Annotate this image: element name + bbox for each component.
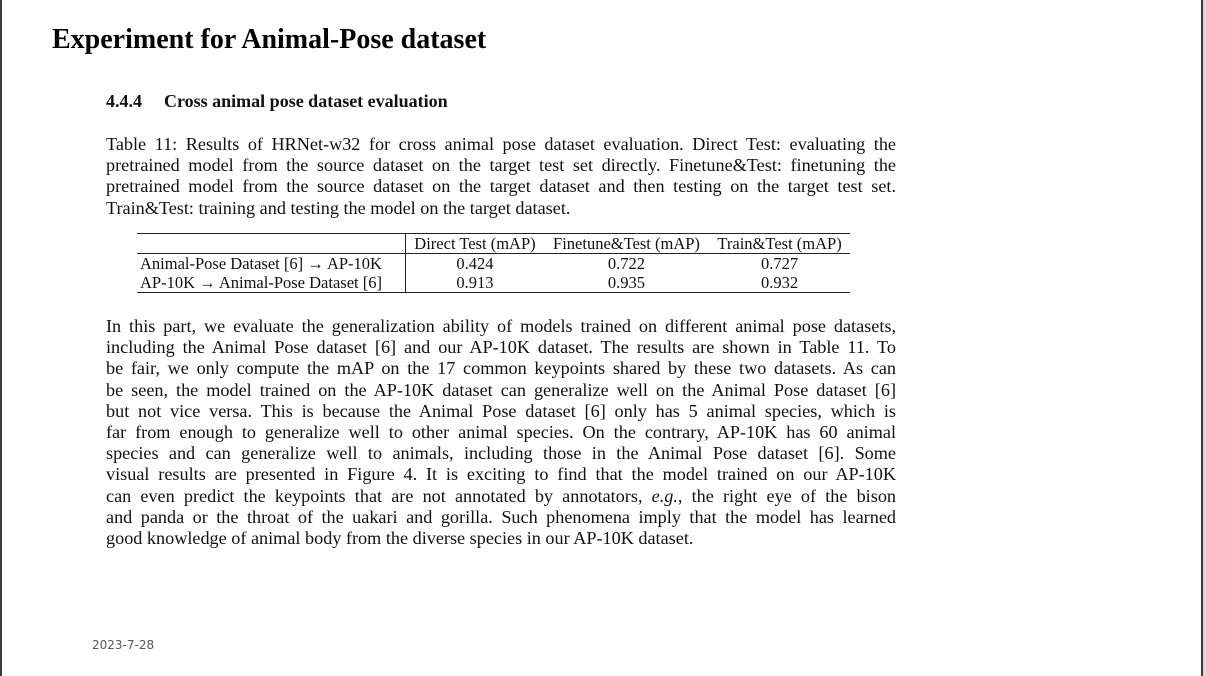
paragraph-line: including the Animal Pose dataset [6] and our AP-10K dataset. The results are shown in Table 11. To xyxy=(106,337,896,358)
paragraph-line: good knowledge of animal body from the diverse species in our AP-10K dataset. xyxy=(106,528,694,549)
table-row-label: AP-10K → Animal-Pose Dataset [6] xyxy=(137,273,406,293)
page-title: Experiment for Animal-Pose dataset xyxy=(52,24,487,55)
paragraph-line: and panda or the throat of the uakari and gorilla. Such phenomena imply that the model has learned xyxy=(106,506,896,527)
paragraph-text: can even predict the keypoints that are not annotated by annotators, xyxy=(106,485,652,506)
table-header-cell: Finetune&Test (mAP) xyxy=(553,234,700,253)
table-row xyxy=(137,254,850,274)
paragraph-text: , the right eye of the bison xyxy=(677,485,897,506)
window-left-border xyxy=(0,0,2,676)
caption-line: Table 11: Results of HRNet-w32 for cross animal pose dataset evaluation. Direct Test: evaluating the xyxy=(106,134,896,154)
paragraph-line: be seen, the model trained on the AP-10K dataset can generalize well on the Animal Pose dataset [6] xyxy=(106,379,896,400)
paragraph-line: but not vice versa. This is because the Animal Pose dataset [6] only has 5 animal species, which is xyxy=(106,400,896,421)
paragraph-line xyxy=(106,486,896,507)
table-cell: 0.722 xyxy=(607,254,646,273)
table-cell: 0.935 xyxy=(607,273,646,292)
caption-line: Train&Test: training and testing the model on the target dataset. xyxy=(106,197,571,218)
table-cell: 0.727 xyxy=(760,254,799,273)
results-table xyxy=(137,233,850,293)
paragraph-emphasis: e.g. xyxy=(651,485,678,506)
body-paragraph xyxy=(106,316,896,549)
section-heading xyxy=(106,91,448,112)
table-row-label: Animal-Pose Dataset [6] → AP-10K xyxy=(137,254,406,274)
table-header-row xyxy=(137,234,850,254)
paragraph-line: species and can generalize well to animals, including those in the Animal Pose dataset [6]. Some xyxy=(106,443,896,464)
table-header-cell: Train&Test (mAP) xyxy=(717,234,842,253)
table-header-cell xyxy=(137,234,406,254)
paragraph-line: far from enough to generalize well to other animal species. On the contrary, AP-10K has 60 animal xyxy=(106,422,896,443)
caption-line: pretrained model from the source dataset on the target dataset and then testing on the target test set. xyxy=(106,176,896,197)
table-row xyxy=(137,273,850,293)
table-header-cell: Direct Test (mAP) xyxy=(414,234,536,253)
paragraph-line: In this part, we evaluate the generalization ability of models trained on different animal pose datasets, xyxy=(106,316,896,336)
paragraph-line: be fair, we only compute the mAP on the 17 common keypoints shared by these two datasets. As can xyxy=(106,358,896,379)
table-cell: 0.424 xyxy=(456,254,494,273)
section-title: Cross animal pose dataset evaluation xyxy=(164,91,448,111)
section-number: 4.4.4 xyxy=(106,91,142,111)
table-caption xyxy=(106,134,896,219)
date-footer: 2023-7-28 xyxy=(92,638,155,652)
table-cell: 0.913 xyxy=(456,273,494,292)
table-cell: 0.932 xyxy=(760,273,799,292)
caption-line: pretrained model from the source dataset on the target test set directly. Finetune&Test: finetuning the xyxy=(106,155,896,176)
paragraph-line: visual results are presented in Figure 4. It is exciting to find that the model trained on our AP-10K xyxy=(106,464,896,485)
